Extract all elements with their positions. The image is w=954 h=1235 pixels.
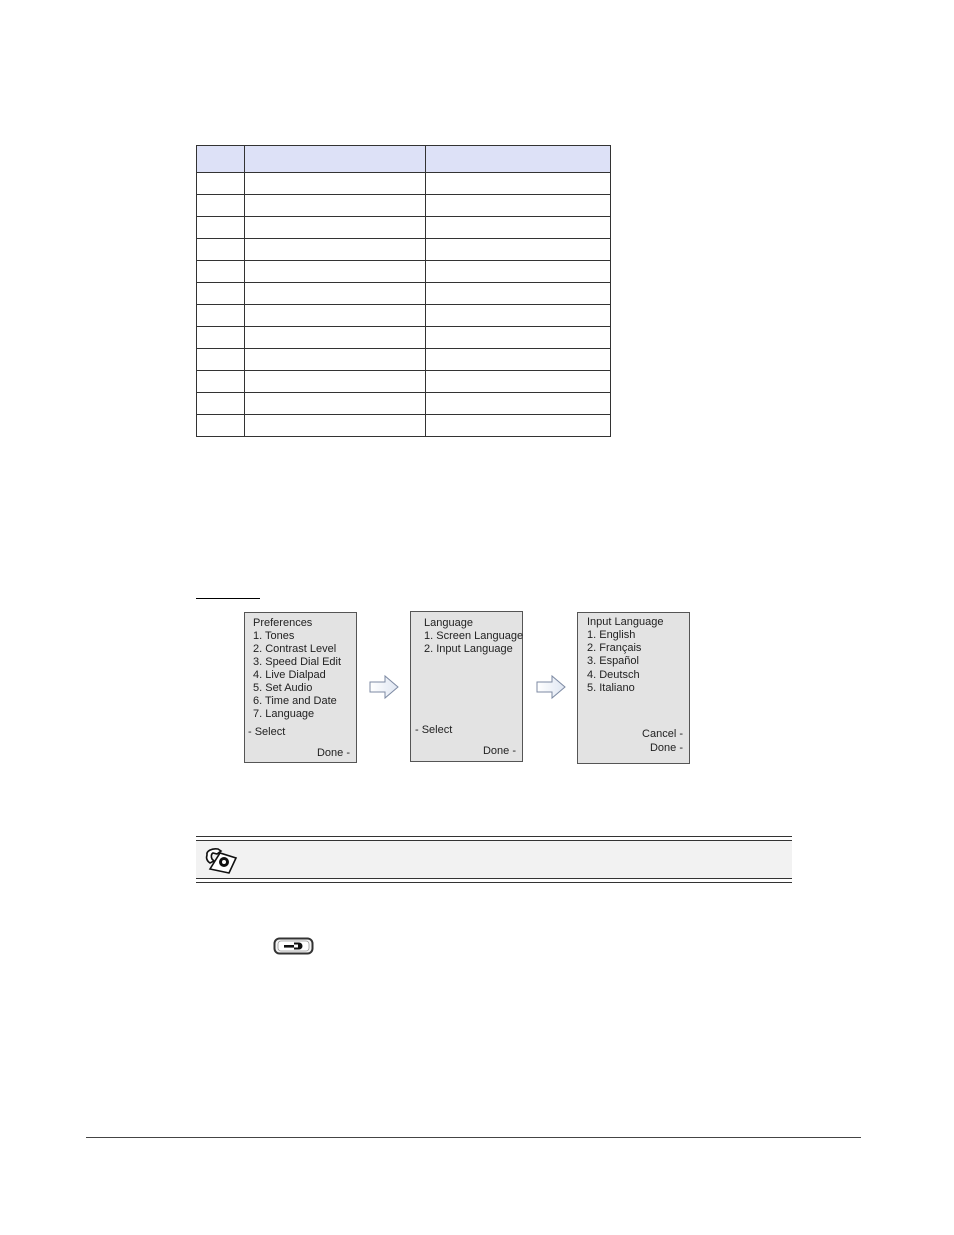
table-row [197,261,611,283]
preferences-screen [244,612,357,763]
options-key-icon [273,937,314,955]
table-row [197,195,611,217]
menu-item-english[interactable]: 1. English [587,629,636,641]
screen-title: Preferences [253,617,313,629]
menu-item-contrast-level[interactable]: 2. Contrast Level [253,643,337,655]
table-row [197,349,611,371]
screen-title: Language [424,617,473,629]
cancel-softkey[interactable]: Cancel - [642,728,683,740]
table-row [197,415,611,437]
menu-item-italiano[interactable]: 5. Italiano [587,682,635,694]
menu-item-screen-language[interactable]: 1. Screen Language [424,630,524,642]
menu-item-tones[interactable]: 1. Tones [253,630,295,642]
right-arrow-icon [534,673,568,701]
menu-item-francais[interactable]: 2. Français [587,642,642,654]
menu-item-input-language[interactable]: 2. Input Language [424,643,513,655]
menu-item-speed-dial-edit[interactable]: 3. Speed Dial Edit [253,656,342,668]
select-softkey[interactable]: - Select [415,724,453,736]
table-row [197,239,611,261]
input-language-screen [577,612,690,764]
done-softkey[interactable]: Done - [316,747,350,759]
table-header-row [197,146,611,173]
example-underline [196,598,260,599]
table-row [197,283,611,305]
menu-item-deutsch[interactable]: 4. Deutsch [587,669,640,681]
table-row [197,327,611,349]
menu-item-espanol[interactable]: 3. Español [587,655,639,667]
menu-item-set-audio[interactable]: 5. Set Audio [253,682,313,694]
table-row [197,217,611,239]
footer-rule [86,1137,861,1138]
screen-title: Input Language [587,616,664,628]
table-row [197,305,611,327]
language-table [196,145,611,437]
menu-item-live-dialpad[interactable]: 4. Live Dialpad [253,669,326,681]
menu-item-language[interactable]: 7. Language [253,708,315,720]
note-bar [196,836,792,883]
menu-item-time-and-date[interactable]: 6. Time and Date [253,695,337,707]
phone-icon [202,845,240,875]
table-row [197,371,611,393]
language-screen [410,611,523,762]
done-softkey[interactable]: Done - [649,742,683,754]
done-softkey[interactable]: Done - [482,745,516,757]
table-row [197,173,611,195]
right-arrow-icon [367,673,401,701]
table-row [197,393,611,415]
select-softkey[interactable]: - Select [248,726,286,738]
